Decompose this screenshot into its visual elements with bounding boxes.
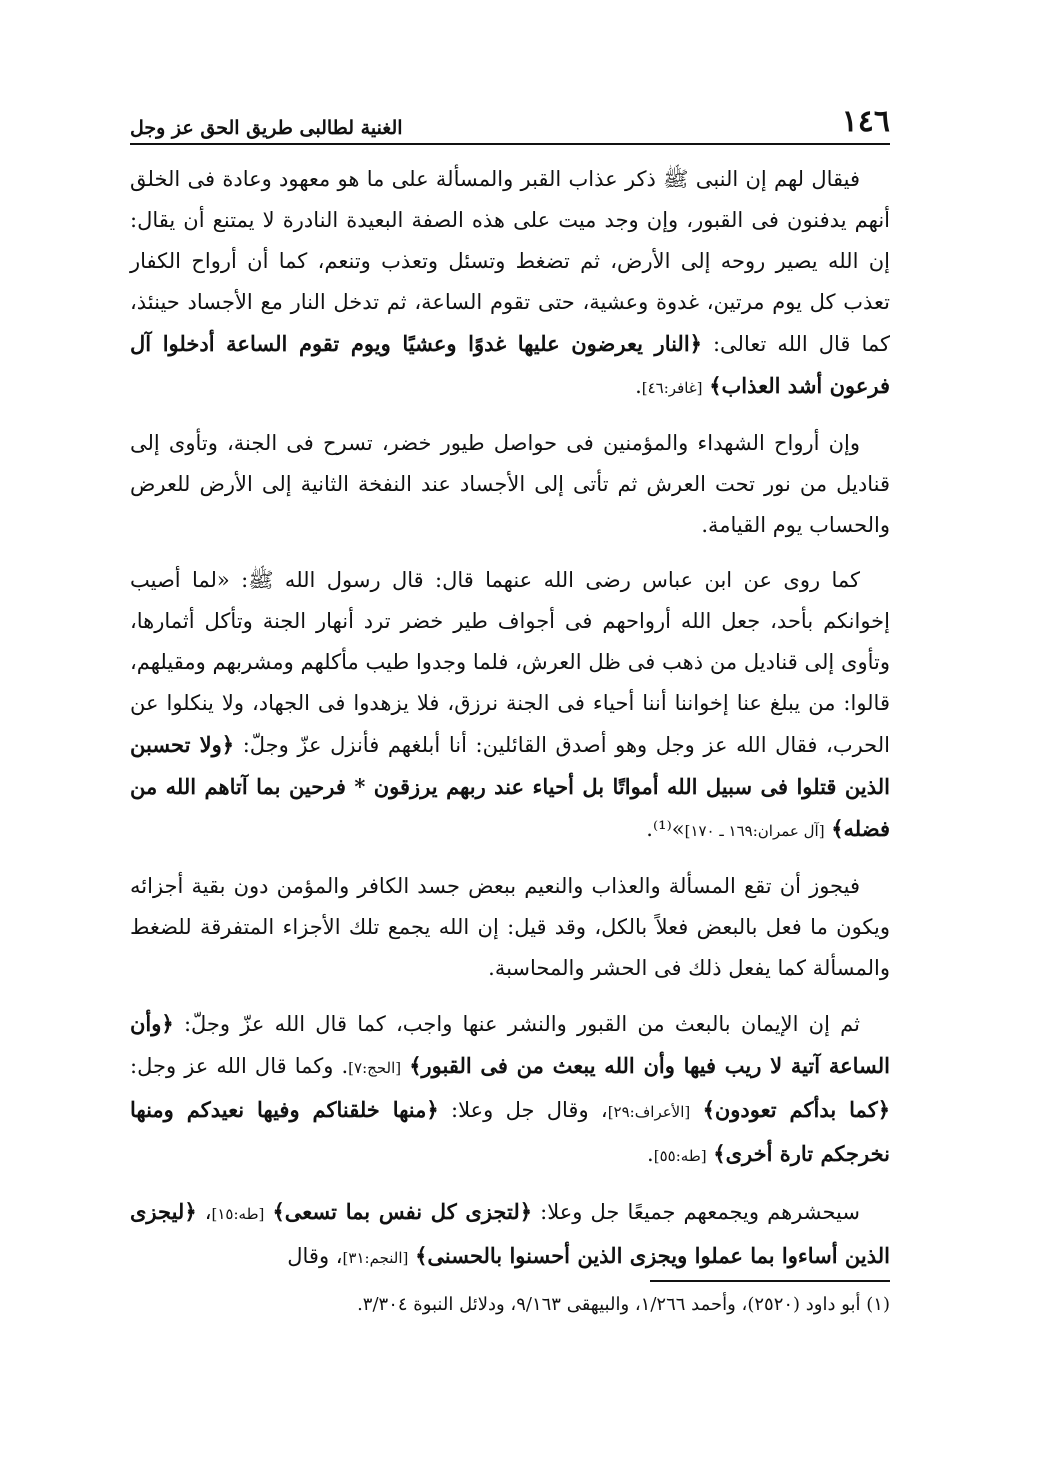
body-text [130, 159, 890, 1279]
verse-reference: [طه:١٥] [211, 1205, 265, 1223]
paragraph-6 [130, 1191, 890, 1279]
paragraph-text: . [647, 1142, 654, 1166]
verse-reference: [الحج:٧] [348, 1059, 402, 1077]
verse-reference: [الأعراف:٢٩] [607, 1103, 691, 1121]
page-header [130, 95, 890, 145]
footnote-divider [650, 1280, 890, 1282]
running-title: الغنية لطالبى طريق الحق عز وجل [130, 117, 403, 139]
paragraph-3 [130, 560, 890, 852]
footnote: (١) أبو داود (٢٥٢٠)، وأحمد ١/٢٦٦، والبيهقى ٩/١٦٣، ودلائل النبوة ٣/٣٠٤. [357, 1294, 890, 1315]
paragraph-text: وإن أرواح الشهداء والمؤمنين فى حواصل طيور خضر، تسرح فى الجنة، وتأوى إلى قناديل من نور تحت العرش ثم تأتى إلى الأجساد عند النفخة الثانية إلى الأرض للعرض والحساب يوم القيامة. [130, 431, 890, 537]
paragraph-text: ، وقال جل وعلا: [451, 1098, 608, 1122]
paragraph-1 [130, 159, 890, 409]
paragraph-2 [130, 423, 890, 546]
paragraph-text: سيحشرهم ويجمعهم جميعًا جل وعلا: [540, 1200, 860, 1224]
paragraph-text: ثم إن الإيمان بالبعث من القبور والنشر عنها واجب، كما قال الله عزّ وجلّ: [183, 1012, 860, 1036]
paragraph-text: . وكما قال الله عز وجل: [130, 1054, 349, 1078]
verse-reference: [غافر:٤٦] [641, 379, 703, 397]
paragraph-text: فيقال لهم إن النبى ﷺ ذكر عذاب القبر والمسألة على ما هو معهود وعادة فى الخلق أنهم يدفنون فى القبور، وإن وجد ميت على هذه الصفة البعيدة النادرة لا يمتنع أن يقال: إن الله يصير روحه إلى الأرض، ثم تضغط وتسئل وتعذب وتنعم، كما أن أرواح الكفار تعذب كل يوم مرتين، غدوة وعشية، حتى تقوم الساعة، ثم تدخل النار مع الأجساد حينئذ، كما قال الله تعالى: [130, 167, 890, 356]
book-page [130, 95, 890, 1293]
verse-reference: [طه:٥٥] [653, 1147, 707, 1165]
quran-verse: ﴿وأن الساعة آتية لا ريب فيها وأن الله يبعث من فى القبور﴾ [130, 1011, 890, 1078]
quran-verse: ﴿ولا تحسبن الذين قتلوا فى سبيل الله أمواتًا بل أحياء عند ربهم يرزقون * فرحين بما آتاهم الله من فضله﴾ [130, 732, 890, 841]
paragraph-text: ، وقال [287, 1244, 343, 1268]
paragraph-text: كما روى عن ابن عباس رضى الله عنهما قال: قال رسول الله ﷺ: «لما أصيب إخوانكم بأحد، جعل الله أرواحهم فى أجواف طير خضر ترد أنهار الجنة وتأكل أثمارها، وتأوى إلى قناديل من ذهب فى ظل العرش، فلما وجدوا طيب مأكلهم ومشربهم ومقيلهم، قالوا: من يبلغ عنا إخواننا أننا أحياء فى الجنة نرزق، فلا يزهدوا فى الجهاد، ولا ينكلوا عن الحرب، فقال الله عز وجل وهو أصدق القائلين: أنا أبلغهم فأنزل عزّ وجلّ: [130, 568, 890, 757]
quran-verse: ﴿كما بدأكم تعودون﴾ [702, 1097, 890, 1122]
paragraph-4 [130, 866, 890, 989]
paragraph-text: فيجوز أن تقع المسألة والعذاب والنعيم ببعض جسد الكافر والمؤمن دون بقية أجزائه ويكون ما فعل بالبعض فعلاً بالكل، وقد قيل: إن الله يجمع تلك الأجزاء المتفرقة للضغط والمسألة كما يفعل ذلك فى الحشر والمحاسبة. [130, 874, 890, 980]
verse-reference: [آل عمران:١٦٩ ـ ١٧٠] [684, 822, 825, 840]
paragraph-text: ، [204, 1200, 212, 1224]
quran-verse: ﴿النار يعرضون عليها غدوًا وعشيًا ويوم تقوم الساعة أدخلوا آل فرعون أشد العذاب﴾ [130, 331, 890, 398]
quran-verse: ﴿منها خلقناكم وفيها نعيدكم ومنها نخرجكم تارة أخرى﴾ [130, 1097, 890, 1166]
paragraph-5 [130, 1003, 890, 1177]
quran-verse: ﴿لتجزى كل نفس بما تسعى﴾ [272, 1199, 533, 1224]
page-number: ١٤٦ [841, 104, 890, 139]
quran-verse: ﴿ليجزى الذين أساءوا بما عملوا ويجزى الذين أحسنوا بالحسنى﴾ [130, 1199, 890, 1268]
paragraph-text: »⁽¹⁾. [646, 817, 685, 841]
paragraph-text: . [635, 374, 642, 398]
verse-reference: [النجم:٣١] [342, 1249, 409, 1267]
